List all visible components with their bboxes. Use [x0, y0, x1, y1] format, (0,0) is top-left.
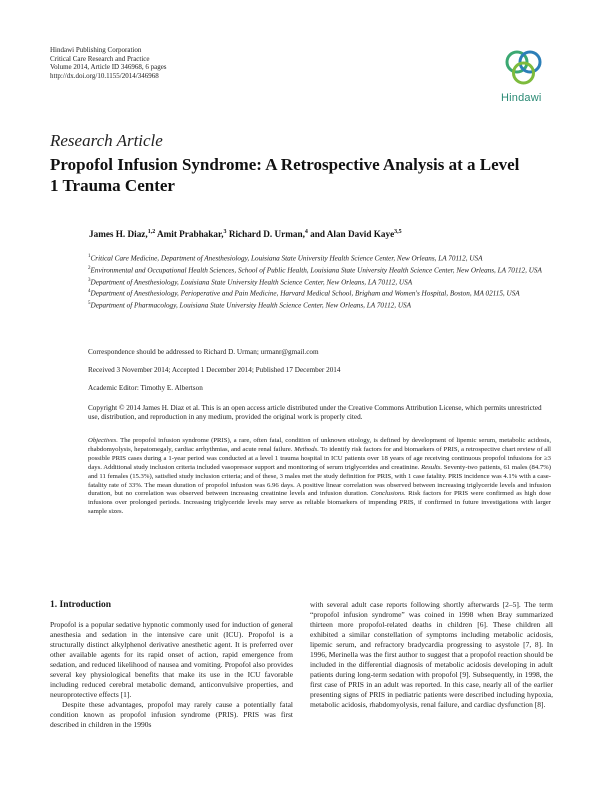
abstract-label-results: Results.: [419, 463, 443, 471]
body-column-left: [50, 620, 293, 730]
paragraph: with several adult case reports following shortly afterwards [2–5]. The term “propofol infusion syndrome” was coined in 1998 when Bray summarized thirteen more propofol-related deaths in children [6]. These children all exhibited a similar constellation of symptoms including metabolic acidosis, lipemic serum, and refractory bradycardia progressing to asystole [7, 8]. In 1996, Merinella was the first author to suggest that a propofol reaction should be included in the differential diagnosis of metabolic acidosis developing in adult patients during long-term sedation with propofol [9]. Subsequently, in 1998, the first case of PRIS in an adult was reported. In this case, nearly all of the earlier presenting signs of PRIS in pediatric patients were described including hypoxia, metabolic acidosis, rhabdomyolysis, renal failure, and cardiac dysfunction [8].: [310, 600, 553, 709]
author-affil-sup: 4: [304, 229, 308, 235]
affiliation: $^5$Department of Pharmacology, Louisiana State University Health Science Center, New Orleans, LA 70112, USA: [88, 301, 412, 310]
paragraph: Propofol is a popular sedative hypnotic commonly used for induction of general anesthesia and sedation in the intensive care unit (ICU). Propofol is a structurally distinct alkylphenol derivative anesthetic agent. It is preferred over other available agents for its rapid onset of action, rapid emergence from sedation, and reduced likelihood of nausea and vomiting. Propofol also provides several key physiological benefits that make its use in the ICU favorable including reduced cerebral metabolic demand, anticonvulsive properties, and neuroprotective effects [1].: [50, 620, 293, 699]
paragraph: Despite these advantages, propofol may rarely cause a potentially fatal condition known as propofol infusion syndrome (PRIS). PRIS was first described in children in the 1990s: [50, 700, 293, 729]
academic-editor: Academic Editor: Timothy E. Albertson: [88, 384, 203, 392]
article-type: Research Article: [50, 131, 163, 150]
author-list: [89, 229, 402, 239]
hindawi-logo: [497, 44, 555, 104]
publisher-name: Hindawi Publishing Corporation: [50, 46, 142, 54]
author-name[interactable]: James H. Diaz,: [89, 229, 148, 240]
correspondence: Correspondence should be addressed to Richard D. Urman; urmanr@gmail.com: [88, 348, 319, 356]
journal-name: Critical Care Research and Practice: [50, 54, 150, 63]
article-dates: Received 3 November 2014; Accepted 1 December 2014; Published 17 December 2014: [88, 366, 341, 374]
body-column-right: [310, 600, 553, 710]
author-affil-sup: 3,5: [394, 229, 402, 235]
affiliation: $^3$Department of Anesthesiology, Louisiana State University Health Science Center, New Orleans, LA 70112, USA: [88, 277, 413, 286]
abstract-label-methods: Methods.: [292, 445, 319, 453]
logo-text: Hindawi: [501, 92, 542, 104]
volume-info: Volume 2014, Article ID 346968, 6 pages: [50, 63, 167, 72]
author-name[interactable]: and Alan David Kaye: [310, 229, 395, 240]
author-affil-sup: 3: [223, 229, 227, 235]
affiliation: $^4$Department of Anesthesiology, Perioperative and Pain Medicine, Harvard Medical School, Brigham and Women's Hospital, Boston, MA 02115, USA: [88, 289, 520, 298]
abstract-label-conclusions: Conclusions.: [368, 490, 406, 498]
author-name[interactable]: Richard D. Urman,: [228, 229, 305, 240]
section-heading: 1. Introduction: [50, 600, 112, 610]
journal-header: [50, 46, 167, 80]
abstract: Objectives. The propofol infusion syndrome (PRIS), a rare, often fatal, condition of unknown etiology, is defined by development of lipemic serum, metabolic acidosis, rhabdomyolysis, hepatomegaly, cardiac arrhythmias, and acute renal failure. Methods. To identify risk factors for and biomarkers of PRIS, a retrospective chart review of all possible PRIS cases during a 1-year period was conducted at a level 1 trauma hospital in ICU patients over 18 years of age receiving continuous propofol infusions for ≥3 days. Additional study inclusion criteria included vasopressor support and monitoring of serum triglycerides and creatinine. Results. Seventy-two patients, 61 males (84.7%) and 11 females (15.3%), satisfied study inclusion criteria; and of these, 3 males met the study definition for PRIS, with 1 case fatality. PRIS incidence was 4.1% with a case-fatality rate of 33%. The mean duration of propofol infusion was 6.96 days. A positive linear correlation was observed between increasing triglyceride levels and infusion duration, but no correlation was observed between increasing creatinine levels and infusion duration. Conclusions. Risk factors for PRIS were confirmed as high dose infusions over prolonged periods. Increasing triglyceride levels may serve as reliable biomarkers of impending PRIS, if confirmed in future investigations with larger sample sizes.: [88, 437, 552, 516]
hindawi-logo-icon: [497, 44, 555, 90]
affiliation: $^1$Critical Care Medicine, Department of Anesthesiology, Louisiana State University Health Science Center, New Orleans, LA 70112, USA: [88, 254, 483, 263]
article-title: Propofol Infusion Syndrome: A Retrospective Analysis at a Level 1 Trauma Center: [50, 155, 520, 195]
doi-link[interactable]: http://dx.doi.org/10.1155/2014/346968: [50, 71, 159, 80]
abstract-label-objectives: Objectives.: [88, 437, 118, 444]
affiliations: [88, 252, 558, 311]
author-name[interactable]: Amit Prabhakar,: [156, 229, 224, 240]
copyright-notice: Copyright © 2014 James H. Diaz et al. This is an open access article distributed under the Creative Commons Attribution License, which permits unrestricted use, distribution, and reproduction in any medium, provided the original work is properly cited.: [88, 404, 542, 421]
affiliation: $^2$Environmental and Occupational Health Sciences, School of Public Health, Louisiana State University Health Science Center, New Orleans, LA 70112, USA: [88, 265, 542, 275]
author-affil-sup: 1,2: [147, 229, 156, 235]
